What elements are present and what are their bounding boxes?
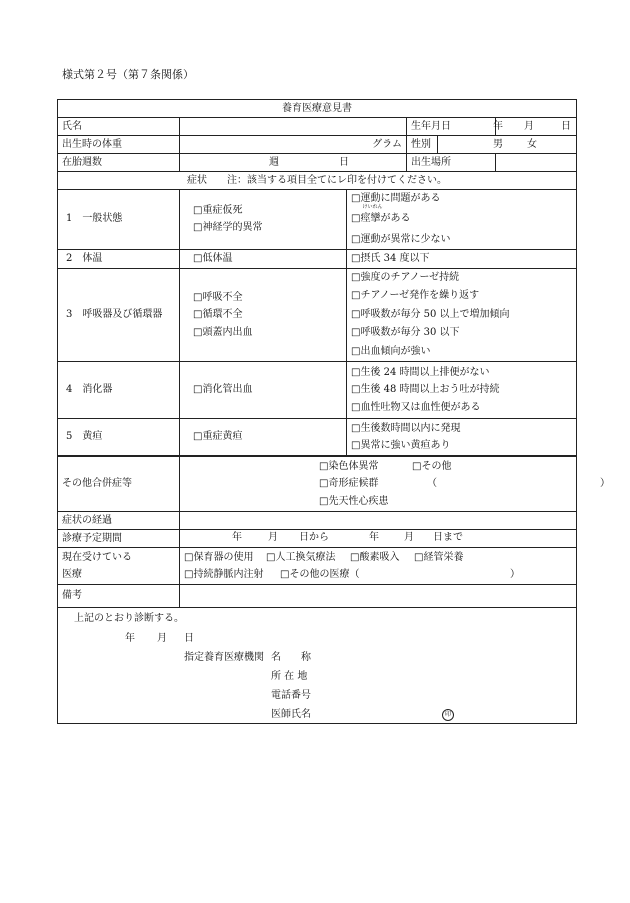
birth-weight-label: 出生時の体重 [58, 136, 180, 154]
name-row [58, 118, 577, 136]
period-field[interactable] [180, 530, 577, 548]
option-heart-disease[interactable]: □先天性心疾患 [319, 495, 389, 507]
dob-month: 月 [524, 120, 534, 132]
option-movement-problem[interactable]: □運動に問題がある [351, 193, 441, 204]
treatment-line-2 [184, 566, 572, 584]
dob-year: 年 [493, 120, 503, 132]
form-number: 様式第２号（第７条関係） [62, 68, 194, 81]
section-right-options [347, 362, 577, 419]
section-right-options [347, 190, 577, 250]
period-until: 日まで [433, 532, 463, 543]
period-from: 日から [299, 532, 329, 543]
period-year2: 年 [369, 532, 379, 543]
option-box: □ [351, 212, 361, 224]
treatment-label [58, 548, 180, 585]
option-below-34[interactable]: □摂氏 34 度以下 [347, 249, 577, 268]
treatment-options [180, 548, 577, 585]
sex-male[interactable]: 男 [493, 138, 503, 150]
option-circulatory-failure[interactable]: □循環不全 [193, 309, 243, 320]
sex-female[interactable]: 女 [527, 138, 537, 150]
paren-close: ） [600, 478, 610, 490]
option-oxygen[interactable]: □酸素吸入 [350, 551, 400, 563]
signature-block [58, 608, 576, 723]
course-field[interactable] [180, 512, 577, 530]
option-ventilation[interactable]: □人工換気療法 [266, 551, 336, 563]
title-row [58, 100, 577, 118]
birthplace-field[interactable] [496, 154, 577, 172]
option-movement-scarce[interactable]: □運動が異常に少ない [351, 234, 451, 245]
section-label: 4 消化器 [58, 362, 180, 419]
option-gi-bleeding[interactable]: □消化管出血 [180, 362, 347, 419]
section-left-options [180, 190, 347, 250]
section-left-options [180, 268, 347, 362]
course-row [58, 512, 577, 530]
option-bleeding-tendency[interactable]: □出血傾向が強い [351, 345, 431, 357]
gestation-label: 在胎週数 [58, 154, 180, 172]
birthplace-label: 出生場所 [407, 154, 496, 172]
period-year: 年 [232, 532, 242, 543]
weeks-row [58, 154, 577, 172]
convulsion-suffix: がある [380, 212, 411, 224]
dob-day: 日 [561, 120, 571, 132]
convulsion-text: 痙攣 [360, 212, 381, 224]
complications-row [58, 456, 577, 512]
dob-field[interactable] [493, 118, 577, 136]
sex-label: 性別 [407, 136, 438, 154]
sign-year: 年 [125, 633, 135, 644]
gestation-field[interactable] [180, 154, 407, 172]
section-jaundice [58, 419, 577, 457]
option-other[interactable]: □その他 [412, 460, 452, 472]
option-resp-rate-high[interactable]: □呼吸数が毎分 50 以上で増加傾向 [351, 308, 510, 320]
period-row [58, 530, 577, 548]
option-tube-feeding[interactable]: □経管栄養 [414, 551, 464, 563]
period-label: 診療予定期間 [58, 530, 180, 548]
option-neuro-abnormality[interactable]: □神経学的異常 [193, 222, 263, 234]
period-month2: 月 [404, 532, 414, 543]
days-unit: 日 [339, 156, 349, 168]
option-bloody-vomit[interactable]: □血性吐物又は血性便がある [351, 401, 481, 413]
option-hypothermia[interactable]: □低体温 [180, 249, 347, 268]
section-label: 2 体温 [58, 249, 180, 268]
form-title: 養育医療意見書 [58, 100, 577, 118]
sign-month: 月 [157, 633, 167, 644]
doctor-name-label: 医師氏名 [271, 709, 311, 720]
section-right-options [347, 419, 577, 457]
option-severe-jaundice[interactable]: □重症黄疸 [180, 419, 347, 457]
institution-name-label: 名 称 [271, 652, 311, 663]
option-jaundice-strong[interactable]: □異常に強い黄疸あり [351, 440, 451, 451]
section-respiratory [58, 268, 577, 362]
section-label: 5 黄疸 [58, 419, 180, 457]
section-label: 3 呼吸器及び循環器 [58, 268, 180, 362]
seal-mark: 印 [442, 709, 454, 721]
convulsion-ruby: けいれん [362, 203, 383, 210]
option-cyanosis[interactable]: □強度のチアノーゼ持続 [351, 271, 460, 283]
section-right-options [347, 268, 577, 362]
option-chromosome[interactable]: □染色体異常 [319, 460, 379, 472]
address-label: 所 在 地 [271, 671, 308, 682]
remarks-field[interactable] [180, 585, 577, 608]
diagnosis-statement: 上記のとおり診断する。 [74, 613, 184, 624]
treatment-label-1: 現在受けている [62, 551, 132, 563]
option-vomiting-48h[interactable]: □生後 48 時間以上おう吐が持続 [351, 384, 500, 396]
remarks-label: 備考 [58, 585, 180, 608]
symptoms-header: 症状 注：該当する項目全てにレ印を付けてください。 [58, 172, 577, 190]
option-cyanosis-attacks[interactable]: □チアノーゼ発作を繰り返す [351, 290, 480, 301]
option-jaundice-early[interactable]: □生後数時間以内に発現 [351, 422, 461, 434]
complications-label: その他合併症等 [58, 456, 180, 512]
complications-options [180, 456, 610, 512]
sex-field[interactable] [438, 136, 577, 154]
dob-label: 生年月日 [407, 118, 496, 136]
treatment-row [58, 548, 577, 585]
treatment-line-1 [184, 549, 572, 567]
option-iv-infusion[interactable]: □持続静脈内注射 [184, 569, 264, 580]
option-respiratory-failure[interactable]: □呼吸不全 [193, 291, 243, 303]
section-temperature [58, 249, 577, 268]
option-malformation[interactable]: □奇形症候群 [319, 478, 379, 490]
weeks-unit: 週 [269, 156, 279, 168]
name-label: 氏名 [58, 118, 180, 136]
option-incubator[interactable]: □保育器の使用 [184, 551, 254, 563]
period-month: 月 [268, 532, 278, 543]
sign-day: 日 [184, 633, 194, 644]
symptoms-header-row [58, 172, 577, 190]
paren-open: （ [427, 478, 437, 490]
paren-close: ） [510, 569, 520, 580]
signature-row [58, 608, 577, 724]
phone-label: 電話番号 [271, 690, 311, 701]
section-label: 1 一般状態 [58, 190, 180, 250]
institution-label: 指定養育医療機関 [184, 652, 264, 663]
complications-line-1 [319, 458, 572, 476]
course-label: 症状の経過 [58, 512, 180, 530]
remarks-row [58, 585, 577, 608]
option-intracranial-bleeding[interactable]: □頭蓋内出血 [193, 326, 253, 338]
gram-unit: グラム [372, 138, 402, 150]
option-severe-asphyxia[interactable]: □重症仮死 [193, 204, 243, 216]
option-no-stool-24h[interactable]: □生後 24 時間以上排便がない [351, 366, 490, 378]
section-general [58, 190, 577, 250]
complications-line-2 [319, 475, 610, 493]
weight-row [58, 136, 577, 154]
opinion-form-table [57, 99, 610, 724]
option-other-care[interactable]: □その他の医療（ [280, 569, 360, 580]
treatment-label-2: 医療 [62, 569, 82, 580]
option-convulsion[interactable] [351, 203, 572, 228]
name-field[interactable] [180, 118, 407, 136]
signature-cell [58, 608, 577, 724]
birth-weight-field[interactable] [180, 136, 407, 154]
section-digestive [58, 362, 577, 419]
option-resp-rate-low[interactable]: □呼吸数が毎分 30 以下 [351, 327, 460, 338]
